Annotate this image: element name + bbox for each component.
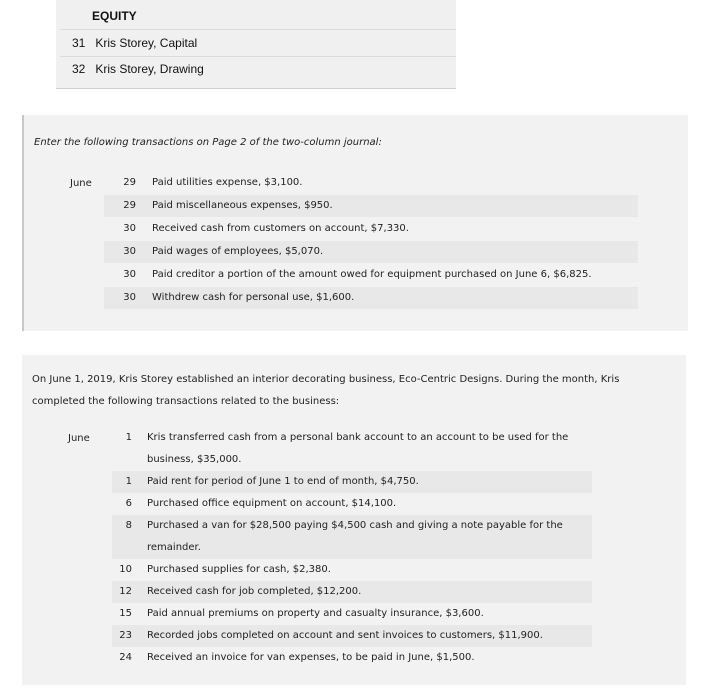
- account-row: [72, 62, 204, 76]
- transaction-text: Withdrew cash for personal use, $1,600.: [152, 292, 355, 303]
- divider: [60, 29, 456, 30]
- transaction-row: [104, 195, 638, 217]
- equity-heading: EQUITY: [92, 9, 137, 23]
- transaction-day: 30: [123, 292, 136, 303]
- transaction-day: 24: [119, 652, 132, 663]
- transaction-text: Paid creditor a portion of the amount owed for equipment purchased on June 6, $6,825.: [152, 269, 592, 280]
- account-name: Kris Storey, Capital: [95, 36, 198, 50]
- transaction-row: [104, 172, 638, 194]
- account-number: 31: [72, 36, 86, 50]
- transaction-row: [112, 559, 592, 581]
- transaction-row: [112, 427, 592, 471]
- transaction-day: 6: [125, 498, 132, 509]
- transaction-row: [104, 241, 638, 263]
- transaction-text: Kris transferred cash from a personal bank account to an account to be used for the business, $35,000.: [147, 432, 569, 465]
- transaction-day: 30: [123, 246, 136, 257]
- transaction-text: Purchased office equipment on account, $14,100.: [147, 498, 397, 509]
- transaction-text: Received cash from customers on account, $7,330.: [152, 223, 409, 234]
- transaction-text: Received an invoice for van expenses, to be paid in June, $1,500.: [147, 652, 475, 663]
- transaction-text: Paid annual premiums on property and casualty insurance, $3,600.: [147, 608, 484, 619]
- transaction-text: Paid utilities expense, $3,100.: [152, 177, 303, 188]
- transaction-day: 8: [125, 520, 132, 531]
- transaction-row: [112, 581, 592, 603]
- journal-instructions-panel: [22, 115, 688, 331]
- transaction-day: 30: [123, 269, 136, 280]
- transaction-day: 15: [119, 608, 132, 619]
- equity-accounts-panel: [56, 0, 456, 89]
- account-row: [72, 36, 197, 50]
- month-label: June: [70, 178, 92, 189]
- transaction-row: [112, 471, 592, 493]
- transaction-text: Purchased supplies for cash, $2,380.: [147, 564, 331, 575]
- transaction-day: 12: [119, 586, 132, 597]
- transaction-row: [104, 264, 638, 286]
- transaction-text: Paid miscellaneous expenses, $950.: [152, 200, 333, 211]
- transaction-text: Purchased a van for $28,500 paying $4,500 cash and giving a note payable for the remainder.: [147, 520, 563, 553]
- transaction-row: [112, 603, 592, 625]
- transaction-row: [104, 287, 638, 309]
- transaction-text: Paid rent for period of June 1 to end of month, $4,750.: [147, 476, 419, 487]
- account-number: 32: [72, 62, 86, 76]
- transaction-row: [112, 515, 592, 559]
- transaction-text: Received cash for job completed, $12,200.: [147, 586, 362, 597]
- journal-instructions-text: Enter the following transactions on Page 2 of the two-column journal:: [34, 137, 382, 148]
- month-label: June: [68, 433, 90, 444]
- transaction-row: [112, 625, 592, 647]
- transaction-day: 10: [119, 564, 132, 575]
- transaction-day: 23: [119, 630, 132, 641]
- transaction-row: [104, 218, 638, 240]
- transaction-text: Paid wages of employees, $5,070.: [152, 246, 324, 257]
- transaction-day: 1: [125, 476, 132, 487]
- transaction-day: 30: [123, 223, 136, 234]
- business-setup-panel: [22, 355, 686, 685]
- transaction-row: [112, 647, 592, 669]
- transaction-day: 1: [125, 432, 132, 443]
- divider: [60, 56, 456, 57]
- business-setup-text: On June 1, 2019, Kris Storey established an interior decorating business, Eco-Centric Designs. During the month, Kris completed the following transactions related to the business:: [32, 374, 620, 407]
- transaction-text: Recorded jobs completed on account and sent invoices to customers, $11,900.: [147, 630, 543, 641]
- transaction-day: 29: [123, 177, 136, 188]
- transaction-day: 29: [123, 200, 136, 211]
- transaction-row: [112, 493, 592, 515]
- account-name: Kris Storey, Drawing: [95, 62, 204, 76]
